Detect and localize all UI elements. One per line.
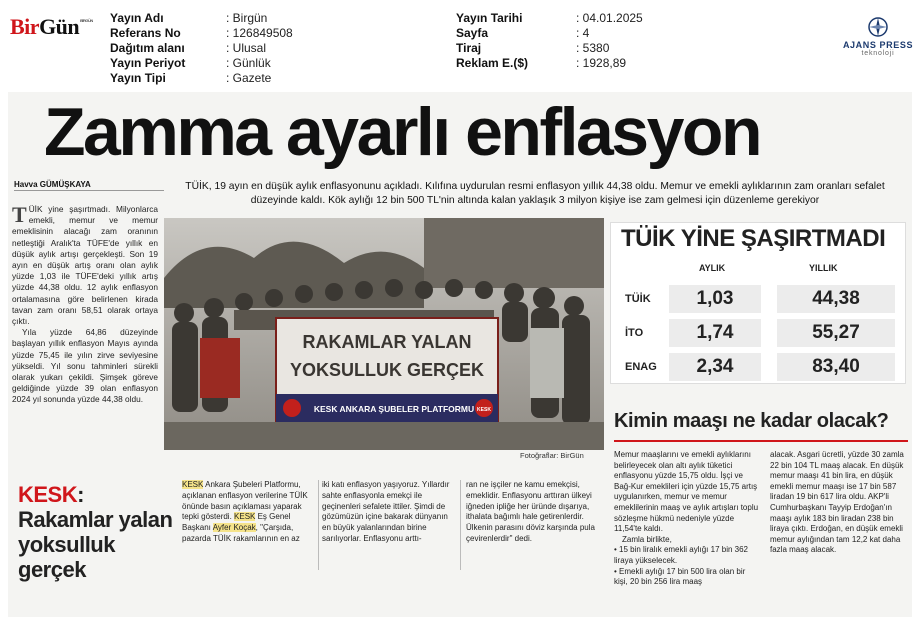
meta-key: Yayın Tarihi — [456, 11, 523, 25]
meta-value: : Gazete — [226, 71, 272, 85]
meta-value: : Günlük — [226, 56, 271, 70]
meta-value: : 126849508 — [226, 26, 293, 40]
meta-key: Referans No — [110, 26, 181, 40]
inflation-table-box — [610, 222, 906, 384]
banner-line-2: YOKSULLUK GERÇEK — [289, 360, 485, 380]
banner-org: KESK ANKARA ŞUBELER PLATFORMU — [313, 404, 475, 414]
salary-section-divider — [614, 440, 908, 442]
protest-scene-illustration — [164, 218, 604, 450]
birgun-logo: BirGün BİRGÜN — [10, 14, 93, 39]
right-meta — [456, 10, 656, 80]
table-title: TÜİK YİNE ŞAŞIRTMADI — [621, 225, 886, 252]
table-cell-monthly: 1,74 — [669, 319, 761, 347]
meta-value: : Birgün — [226, 11, 268, 25]
highlight-kesk: KESK — [182, 480, 204, 489]
col-header-yearly: YILLIK — [809, 263, 838, 273]
article-lede: TÜİK, 19 ayın en düşük aylık enflasyonunu açıkladı. Kılıfına uydurulan resmi enflasyon yıllık 44,38 oldu. Memur ve emekli aylıklarının zam oranları sefalet düzeyinde kaldı. Kök aylığı 12 bin 500 TL'nin altında kalan yaklaşık 3 milyon kişiye ise zam gelmesi için düzenleme gerekiyor — [185, 181, 885, 206]
salary-intro: Zamla birlikte, — [622, 534, 672, 544]
salary-column-2: alacak. Asgari ücretli, yüzde 30 zamla 22 bin 104 TL maaş alacak. En düşük memur maaşı 41 bin lira, en düşük emekli memur maaşı ise 17 bin 587 liradan 19 bin 617 lira oldu. AKP'li Cumhurbaşkanı Tayyip Erdoğan'ın maaşı aylık 183 bin liradan 238 bin liraya çıktı. Erdoğan, en düşük emekli memur aylığından tam 12,2 kat daha fazla maaş alacak. — [770, 450, 904, 555]
left-meta — [110, 10, 440, 90]
salary-bullets — [614, 545, 760, 587]
salary-section-title: Kimin maaşı ne kadar olacak? — [614, 410, 889, 432]
meta-value: : 1928,89 — [576, 56, 627, 70]
banner-line-1: RAKAMLAR YALAN — [302, 332, 472, 352]
row-label: TÜİK — [625, 293, 651, 305]
banner-logo: KESK — [477, 407, 491, 413]
meta-key: Yayın Periyot — [110, 56, 186, 70]
col-header-monthly: AYLIK — [699, 263, 726, 273]
body-paragraph-1: ÜİK yine şaşırtmadı. Milyonlarca emekli, memur ve memur emeklisinin alacağı zam oranının netleştiği Aralık'ta TÜFE'de yıllık en düşük aylık artışı gerçekleşti. Son 19 ayın en düşük artış oranı olan aylık yüzde 1,03 ile TÜFE'deki yıllık artış yüzde 44,38 oldu. 12 aylık enflasyon ortalamasına göre belirlenen kirada tavan zam oranı 58,51 olarak ortaya çıktı. — [12, 204, 158, 327]
salary-column-1 — [614, 450, 760, 588]
salary-paragraph: Memur maaşlarını ve emekli aylıklarını belirleyecek olan altı aylık tüketici enflasyonu yüzde 15,75 oldu. İşçi ve Bağ-Kur emeklileri için yüzde 15,75 artış uygulanırken, memur ve memur emeklilerinin maaş ve aylık artışları toplu sözleşme hükmü nedeniyle yüzde 11,54'te kaldı. — [614, 450, 759, 534]
column-rule — [460, 480, 461, 570]
body-paragraph-2: Yıla yüzde 64,86 düzeyinde başlayan yıllık enflasyon Mayıs ayında yüzde 75,45 ile yılın zirve seviyesine yükseldi. Yıl sonu tahminleri sürekli olarak yukarı çekildi. Şimşek göreve geldiğinde yüzde 39 olan enflasyon 2024 yıl sonunda yüzde 44,38 oldu. — [12, 327, 158, 405]
table-cell-yearly: 55,27 — [777, 319, 895, 347]
salary-bullet: • Emekli aylığı 17 bin 500 lira olan bir kişi, 20 bin 256 lira maaş — [614, 567, 760, 588]
row-label: ENAG — [625, 361, 657, 373]
meta-key: Yayın Adı — [110, 11, 164, 25]
kesk-column-3: ran ne işçiler ne kamu emekçisi, emeklidir. Enflasyonu arttıran ülkeyi iğneden ipliğe her üründe dışarıya, ithalata bağımlı hale getirenlerdir. Ülkenin parasını döviz karşında pula çevirenlerdir" dedi. — [466, 480, 595, 543]
meta-value: : 04.01.2025 — [576, 11, 643, 25]
meta-value: : 5380 — [576, 41, 610, 55]
clipping-header — [0, 0, 920, 92]
kesk-column-2: iki katı enflasyon yaşıyoruz. Yıllardır sahte enflasyonla emekçi ile geçinenleri sefalete ittiler. Şimdi de gözümüzün içine bakarak dünyanın en büyük yalanlarından birine sarılıyorlar. Enflasyonu arttı- — [322, 480, 450, 543]
meta-key: Tiraj — [456, 41, 482, 55]
meta-key: Reklam E.($) — [456, 56, 529, 70]
meta-value: : Ulusal — [226, 41, 267, 55]
meta-value: : 4 — [576, 26, 590, 40]
table-cell-monthly: 1,03 — [669, 285, 761, 313]
logo-small-text: BİRGÜN — [80, 18, 93, 23]
byline: Havva GÜMÜŞKAYA — [14, 180, 91, 189]
agency-name: AJANS PRESS — [842, 40, 914, 50]
ajans-press-logo — [838, 16, 918, 57]
compass-icon — [867, 16, 889, 38]
table-cell-yearly: 44,38 — [777, 285, 895, 313]
meta-key: Yayın Tipi — [110, 71, 166, 85]
meta-key: Dağıtım alanı — [110, 41, 185, 55]
article-body-column — [12, 204, 158, 406]
salary-bullet: • 15 bin liralık emekli aylığı 17 bin 362 liraya yükselecek. — [614, 545, 760, 566]
kesk-emblem-icon — [283, 399, 301, 417]
table-cell-monthly: 2,34 — [669, 353, 761, 381]
drop-cap: T — [12, 202, 27, 227]
table-cell-yearly: 83,40 — [777, 353, 895, 381]
highlight-kesk: KESK — [234, 512, 256, 522]
kesk-column-1: KESK Ankara Şubeleri Platformu, açıklanan enflasyon verilerine TÜİK önünde basın açıklaması yaparak tepki gösterdi. KESK Eş Genel Başkanı Ayfer Koçak, "Çarşıda, pazarda TÜİK rakamlarının en az — [182, 480, 308, 543]
row-label: İTO — [625, 327, 644, 339]
kesk-section-title: KESK: Rakamlar yalan yoksulluk gerçek — [18, 482, 173, 582]
meta-key: Sayfa — [456, 26, 489, 40]
column-rule — [318, 480, 319, 570]
article-headline: Zamma ayarlı enflasyon — [44, 94, 761, 170]
agency-sub: teknoloji — [861, 50, 895, 57]
photo-caption: Fotoğraflar: BirGün — [520, 451, 584, 460]
protest-photo — [164, 218, 604, 450]
byline-divider — [14, 190, 164, 191]
highlight-name: Ayfer Koçak — [212, 523, 256, 533]
